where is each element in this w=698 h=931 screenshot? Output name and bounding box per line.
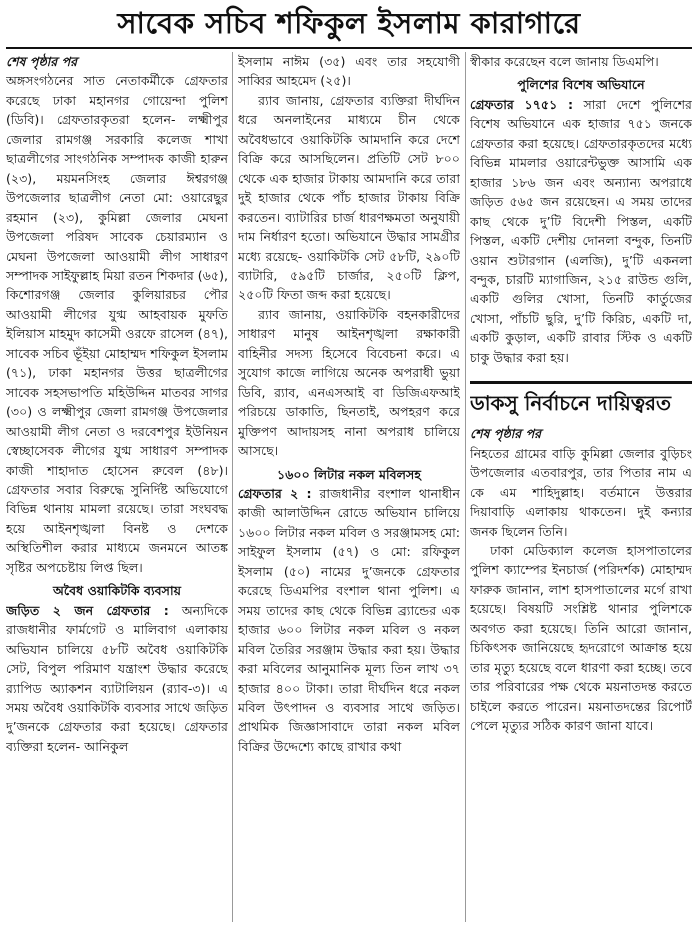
lead-in: জড়িত ২ জন গ্রেফতার : xyxy=(6,602,169,618)
body-paragraph xyxy=(238,484,460,756)
body-text: সারা দেশে পুলিশের বিশেষ অভিযানে এক হাজার ৭৫১ জনকে গ্রেফতার করা হয়েছে। গ্রেফতারকৃতদের মধ্যে বিভিন্ন মামলার ওয়ারেন্টভুক্ত আসামি এক হাজার ১৮৬ জন এবং অন্যান্য অপরাধে জড়িত ৫৬৫ জন রয়েছেন। এ সময় তাদের কাছ থেকে দু’টি বিদেশী পিস্তল, একটি পিস্তল, একটি দেশীয় দোনলা বন্দুক, তিনটি ওয়ান শুটারগান (এলজি), দু’টি একনলা বন্দুক, চারটি ম্যাগাজিন, ২১৫ রাউন্ড গুলি, একটি গুলির খোসা, তিনটি কার্তুজের খোসা, পাঁচটি ছুরি, দু’টি কিরিচ, একটি দা, একটি কুড়াল, একটি রাবার স্টিক ও একটি চাকু উদ্ধার করা হয়। xyxy=(470,96,692,365)
second-article-headline: ডাকসু নির্বাচনে দায়িত্বরত xyxy=(470,381,692,418)
subheading: পুলিশের বিশেষ অভিযানে xyxy=(517,77,645,93)
body-paragraph xyxy=(470,95,692,367)
body-paragraph: স্বীকার করেছেন বলে জানায় ডিএমপি। xyxy=(470,54,659,69)
body-paragraph: র‌্যাব জানায়, ওয়াকিটকি বহনকারীদের সাধারণ মানুষ আইনশৃঙ্খলা রক্ষাকারী বাহিনীর সদস্য হিসেবে বিবেচনা করে। এ সুযোগ কাজে লাগিয়ে অনেক অপরাধী ভুয়া ডিবি, র‌্যাব, এনএসআই বা ডিজিএফআই পরিচয়ে ডাকাতি, ছিনতাই, অপহরণ করে মুক্তিপণ আদায়সহ নানা অপরাধ চালিয়ে আসছে। xyxy=(238,306,460,459)
body-paragraph: অঙ্গসংগঠনের সাত নেতাকর্মীকে গ্রেফতার করেছে ঢাকা মহানগর গোয়েন্দা পুলিশ (ডিবি)। গ্রেফতারকৃতরা হলেন- লক্ষ্মীপুর জেলার রামগঞ্জ সরকারি কলেজ শাখা ছাত্রলীগের সাংগঠনিক সম্পাদক কাজী হারুন (২৩), ময়মনসিংহ জেলার ঈশ্বরগঞ্জ উপজেলার ছাত্রলীগ নেতা মো: ওয়ারেছুর রহমান (২৩), কুমিল্লা জেলার মেঘনা উপজেলা পরিষদ সাবেক চেয়ারম্যান ও মেঘনা উপজেলা আওয়ামী লীগ সাধারণ সম্পাদক সাইফুল্লাহ মিয়া রতন শিকদার (৬৫), কিশোরগঞ্জ জেলার কুলিয়ারচর পৌর আওয়ামী লীগের যুগ্ম আহবায়ক মুফতি ইলিয়াস মাহমুদ কাসেমী ওরফে রাসেল (৪৭), সাবেক সচিব ভূঁইয়া মোহাম্মদ শফিকুল ইসলাম (৭১), ঢাকা মহানগর উত্তর ছাত্রলীগের সাবেক সহসভাপতি মহিউদ্দিন মাতবর সাগর (৩০) ও লক্ষ্মীপুর জেলা রামগঞ্জ উপজেলার আওয়ামী লীগ নেতা ও দরবেশপুর ইউনিয়ন স্বেচ্ছাসেবক লীগের যুগ্ম সাধারণ সম্পাদক কাজী শাহাদাত হোসেন রুবেল (৪৮)। গ্রেফতার সবার বিরুদ্ধে সুনির্দিষ্ট অভিযোগে বিভিন্ন থানায় মামলা রয়েছে। তারা সংঘবদ্ধ হয়ে আইনশৃঙ্খলা বিনষ্ট ও দেশকে অস্থিতিশীল করার মাধ্যমে জনমনে আতঙ্ক সৃষ্টির অপচেষ্টায় লিপ্ত ছিল। xyxy=(6,73,228,575)
body-text: অন্যদিকে রাজধানীর ফার্মগেট ও মালিবাগ এলাকায় অভিযান চালিয়ে ৫৮টি অবৈধ ওয়াকিটকি সেট, বিপুল পরিমাণ যন্ত্রাংশ উদ্ধার করেছে র‌্যাপিড অ্যাকশন ব্যাটালিয়ন (র‌্যাব-৩)। এ সময় অবৈধ ওয়াকিটকি ব্যবসার সাথে জড়িত দু’জনকে গ্রেফতার করা হয়েছে। গ্রেফতার ব্যক্তিরা হলেন- আনিকুল xyxy=(6,602,228,754)
body-paragraph: র‌্যাব জানায়, গ্রেফতার ব্যক্তিরা দীর্ঘদিন ধরে অনলাইনের মাধ্যমে চীন থেকে অবৈধভাবে ওয়াকিটকি আমদানি করে দেশে বিক্রি করে আসছিলেন। প্রতিটি সেট ৮০০ থেকে এক হাজার টাকায় আমদানি করে তারা দুই হাজার থেকে পাঁচ হাজার টাকায় বিক্রি করতেন। ব্যাটারির চার্জ ধারণক্ষমতা অনুযায়ী দাম নির্ধারণ হতো। অভিযানে উদ্ধার সামগ্রীর মধ্যে রয়েছে- ওয়াকিটকি সেট ৫৮টি, ২৯০টি ব্যাটারি, ৫৯৫টি চার্জার, ২৫০টি ক্লিপ, ২৫০টি ফিতা জব্দ করা হয়েছে। xyxy=(238,92,460,303)
subheading: অবৈধ ওয়াকিটকি ব্যবসায় xyxy=(52,583,182,599)
subheading: ১৬০০ লিটার নকল মবিলসহ xyxy=(277,466,421,482)
body-paragraph: ইসলাম নাঈম (৩৫) এবং তার সহযোগী সাব্বির আহমেদ (২৫)। xyxy=(238,54,460,89)
article-column-2 xyxy=(238,52,460,926)
column-divider-1 xyxy=(232,52,233,922)
column-divider-2 xyxy=(465,52,466,922)
continued-kicker: শেষ পৃষ্ঠার পর xyxy=(470,426,542,442)
page-headline: সাবেক সচিব শফিকুল ইসলাম কারাগারে xyxy=(117,6,581,40)
article-column-1 xyxy=(6,52,228,926)
body-text: রাজধানীর বংশাল থানাধীন কাজী আলাউদ্দিন রোডে অভিযান চালিয়ে ১৬০০ লিটার নকল মবিল ও সরঞ্জামসহ মো: সাইফুল ইসলাম (৫৭) ও মো: রফিকুল ইসলাম (৫০) নামের দু’জনকে গ্রেফতার করেছে ডিএমপির বংশাল থানা পুলিশ। এ সময় তাদের কাছ থেকে বিভিন্ন ব্র্যান্ডের এক হাজার ৬০০ লিটার নকল মবিল ও নকল মবিল তৈরির সরঞ্জাম উদ্ধার করা হয়। উদ্ধার করা মবিলের আনুমানিক মূল্য তিন লাখ ৩৭ হাজার ৪০০ টাকা। তারা দীর্ঘদিন ধরে নকল মবিল উৎপাদন ও ব্যবসার সাথে জড়িত। প্রাথমিক জিজ্ঞাসাবাদে তারা নকল মবিল বিক্রির উদ্দেশ্যে কাছে রাখার কথা xyxy=(238,485,460,754)
article-column-3 xyxy=(470,52,692,926)
body-paragraph: নিহতের গ্রামের বাড়ি কুমিল্লা জেলার বুড়িচং উপজেলার এতবারপুর, তার পিতার নাম এ কে এম শাহিদুল্লাহ। বর্তমানে উত্তরার দিয়াবাড়ি এলাকায় থাকতেন। দুই কন্যার জনক ছিলেন তিনি। xyxy=(470,445,692,539)
lead-in: গ্রেফতার ১৭৫১ : xyxy=(470,96,574,112)
body-paragraph: ঢাকা মেডিক্যাল কলেজ হাসপাতালের পুলিশ ক্যাম্পের ইনচার্জ (পরিদর্শক) মোহাম্মদ ফারুক জানান, লাশ হাসপাতালের মর্গে রাখা হয়েছে। বিষয়টি সংশ্লিষ্ট থানার পুলিশকে অবগত করা হয়েছে। তিনি আরো জানান, চিকিৎসক জানিয়েছে হৃদরোগে আক্রান্ত হয়ে তার মৃত্যু হয়েছে বলে ধারণা করা হচ্ছে। তবে তার পরিবারের পক্ষ থেকে ময়নাতদন্ত করতে চাইলে করতে পারেন। ময়নাতদন্তের রিপোর্ট পেলে মৃত্যুর সঠিক কারণ জানা যাবে। xyxy=(470,542,692,734)
continued-kicker: শেষ পৃষ্ঠার পর xyxy=(6,54,78,69)
lead-in: গ্রেফতার ২ : xyxy=(238,485,312,501)
headline-rule xyxy=(6,47,692,49)
body-paragraph xyxy=(6,601,228,757)
